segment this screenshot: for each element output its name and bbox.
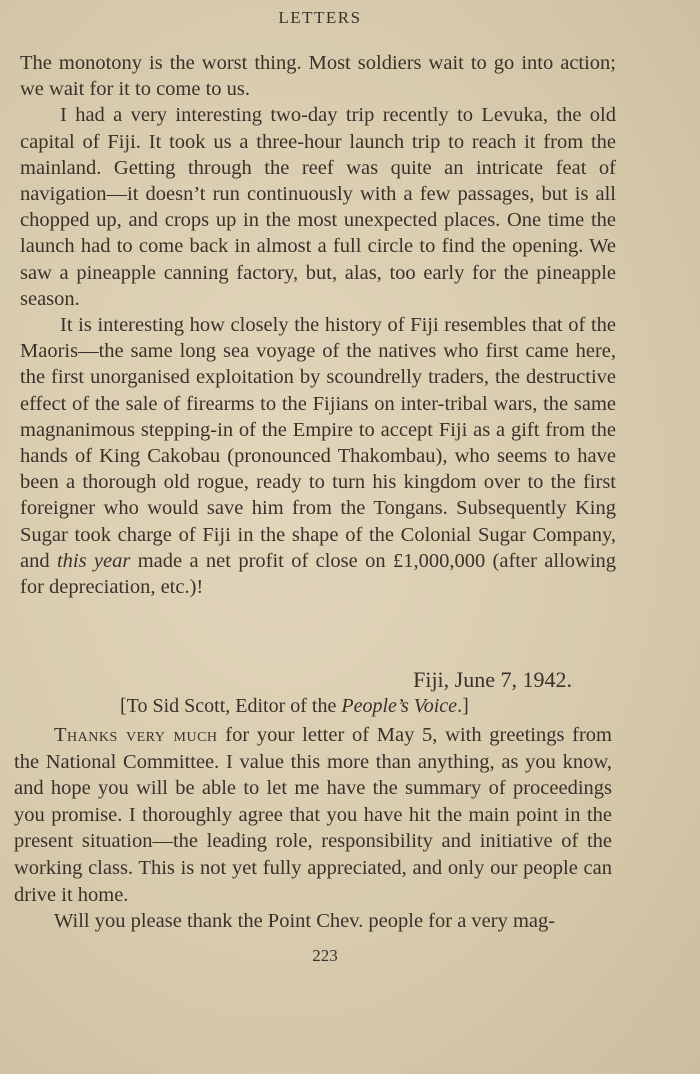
- history-text-b: made a net profit of close on £1,000,000 (after allowing for depreciation, etc.)!: [20, 549, 617, 599]
- addressee-text: [To Sid Scott, Editor of the: [120, 695, 337, 717]
- paragraph-monotony: The monotony is the worst thing. Most soldiers wait to go into action; we wait for it to come to us.: [20, 52, 616, 101]
- paragraph-thanks: [14, 722, 612, 908]
- running-header: LETTERS: [278, 8, 362, 27]
- addressee-close: .]: [457, 695, 469, 717]
- history-text-a: It is interesting how closely the history of Fiji resembles that of the Maoris—the same long sea voyage of the natives who first came here, the first unorganised exploitation by scoundrelly traders, the destructive effect of the sale of firearms to the Fijians on inter-tribal wars, the same magnanimous stepping-in of the Empire to accept Fiji as a gift from the hands of King Cakobau (pronounced Thakombau), who seems to have been a thorough old rogue, ready to turn his kingdom over to the first foreigner who would save him from the Tongans. Subsequently King Sugar took charge of Fiji in the shape of the Colonial Sugar Company, and: [20, 314, 616, 572]
- letter-body: [14, 722, 612, 935]
- letter-dateline: Fiji, June 7, 1942.: [413, 667, 572, 692]
- paragraph-fiji-history: [20, 312, 616, 600]
- opening-small-caps: Thanks very much: [54, 724, 218, 746]
- letter-continuation: [20, 50, 616, 600]
- thanks-text: for your letter of May 5, with greetings from the National Committee. I value this more than anything, as you know, and hope you will be able to let me have the summary of proceedings you promise. I thoroughly agree that you have hit the main point in the present situation—the leading role, responsibility and initiative of the working class. This is not yet fully appreciated, and only our people can drive it home.: [14, 724, 613, 906]
- paragraph-levuka-trip: I had a very interesting two-day trip recently to Levuka, the old capital of Fiji. It took us a three-hour launch trip to reach it from the mainland. Getting through the reef was quite an intricate feat of navigation—it doesn’t run continuously with a few passages, but is all chopped up, and crops up in the most unexpected places. One time the launch had to come back in almost a full circle to find the opening. We saw a pineapple canning factory, but, alas, too early for the pineapple season.: [20, 104, 616, 310]
- history-emphasis: this year: [56, 549, 131, 572]
- page-number: 223: [312, 946, 338, 965]
- paragraph-point-chev: Will you please thank the Point Chev. people for a very mag-: [54, 910, 556, 933]
- newspaper-title: People’s Voice: [341, 695, 458, 717]
- letter-addressee: [120, 695, 469, 718]
